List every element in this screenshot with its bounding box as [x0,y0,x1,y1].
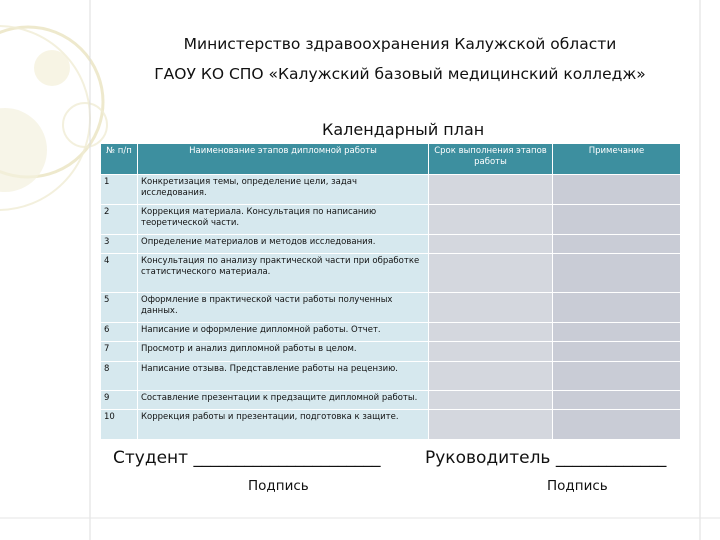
note-cell [553,254,681,293]
term-cell [429,391,553,410]
note-cell [553,410,681,440]
student-signature-caption: Подпись [248,478,309,494]
table-row [101,391,681,410]
note-cell [553,362,681,391]
table-row [101,175,681,205]
term-cell [429,254,553,293]
term-cell [429,342,553,362]
stage-name: Написание и оформление дипломной работы. Отчет. [138,323,429,342]
term-cell [429,235,553,254]
plan-title: Календарный план [322,120,485,139]
note-cell [553,323,681,342]
table-header-row [101,144,681,175]
stage-name: Консультация по анализу практической части при обработке статистического материала. [138,254,429,293]
table-row [101,254,681,293]
table-row [101,342,681,362]
term-cell [429,175,553,205]
note-cell [553,342,681,362]
table-row [101,205,681,235]
term-cell [429,323,553,342]
stage-name: Просмотр и анализ дипломной работы в целом. [138,342,429,362]
calendar-plan-table [100,143,681,440]
row-number: 7 [101,342,138,362]
row-number: 3 [101,235,138,254]
stage-name: Коррекция работы и презентации, подготовка к защите. [138,410,429,440]
row-number: 4 [101,254,138,293]
ministry-title: Министерство здравоохранения Калужской области [183,35,617,53]
college-title: ГАОУ КО СПО «Калужский базовый медицинский колледж» [154,65,646,83]
row-number: 9 [101,391,138,410]
supervisor-signature-caption: Подпись [547,478,608,494]
stage-name: Коррекция материала. Консультация по написанию теоретической части. [138,205,429,235]
stage-name: Написание отзыва. Представление работы на рецензию. [138,362,429,391]
row-number: 8 [101,362,138,391]
student-signature-line: Студент ______________________ [113,448,381,468]
note-cell [553,175,681,205]
note-cell [553,205,681,235]
table-row [101,235,681,254]
row-number: 10 [101,410,138,440]
stage-name: Конкретизация темы, определение цели, задач исследования. [138,175,429,205]
note-cell [553,293,681,323]
note-cell [553,235,681,254]
row-number: 5 [101,293,138,323]
term-cell [429,205,553,235]
term-cell [429,410,553,440]
note-cell [553,391,681,410]
table-row [101,410,681,440]
column-header-num: № п/п [101,144,138,175]
stage-name: Оформление в практической части работы полученных данных. [138,293,429,323]
column-header-term: Срок выполнения этапов работы [429,144,553,175]
term-cell [429,362,553,391]
stage-name: Определение материалов и методов исследования. [138,235,429,254]
table-row [101,293,681,323]
row-number: 1 [101,175,138,205]
supervisor-signature-line: Руководитель _____________ [425,448,667,468]
row-number: 2 [101,205,138,235]
column-header-name: Наименование этапов дипломной работы [138,144,429,175]
stage-name: Составление презентации к предзащите дипломной работы. [138,391,429,410]
row-number: 6 [101,323,138,342]
table-row [101,362,681,391]
term-cell [429,293,553,323]
column-header-note: Примечание [553,144,681,175]
table-row [101,323,681,342]
